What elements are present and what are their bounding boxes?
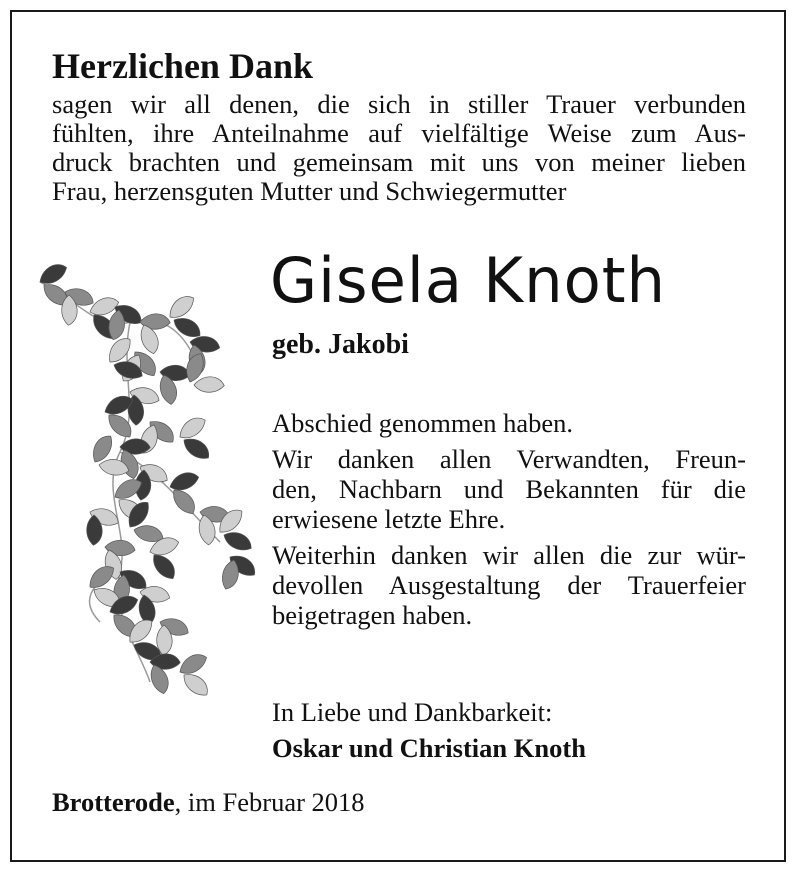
place-name: Brotterode xyxy=(52,787,175,817)
paragraph-farewell xyxy=(272,408,746,438)
maiden-name: geb. Jakobi xyxy=(272,329,409,360)
paragraph-thanks-ceremony xyxy=(272,540,746,630)
heading: Herzlichen Dank xyxy=(52,46,313,86)
ivy-leaf-icon xyxy=(176,651,210,676)
text-line: erwiesene letzte Ehre. xyxy=(272,504,506,534)
place-date xyxy=(52,786,365,818)
intro-line: Frau, herzensguten Mutter und Schwiegermutter xyxy=(52,176,567,206)
message-body xyxy=(272,408,746,636)
intro-text xyxy=(52,90,746,206)
text-line: devollen Ausgestaltung der Trauerfeier xyxy=(272,570,746,600)
closing-greeting: In Liebe und Dankbarkeit: xyxy=(272,697,553,727)
intro-line: sagen wir all denen, die sich in stiller Trauer verbunden xyxy=(52,89,746,119)
paragraph-thanks-relatives xyxy=(272,444,746,534)
intro-line: druck brachten und gemeinsam mit uns von meiner lieben xyxy=(52,147,746,177)
text-line: Weiterhin danken wir allen die zur wür- xyxy=(272,540,746,570)
ivy-leaf-icon xyxy=(175,414,209,441)
closing xyxy=(272,696,746,764)
text-line: Wir danken allen Verwandten, Freun- xyxy=(272,444,746,474)
deceased-name: Gisela Knoth xyxy=(270,244,667,317)
text-line: den, Nachbarn und Bekannten für die xyxy=(272,474,746,504)
ivy-vine-icon xyxy=(20,262,260,702)
ivy-leaf-icon xyxy=(164,292,198,321)
intro-line: fühlten, ihre Anteilnahme auf vielfältige Weise zum Aus- xyxy=(52,118,746,148)
text-line: beigetragen haben. xyxy=(272,600,473,630)
date-text: , im Februar 2018 xyxy=(174,787,365,817)
signers: Oskar und Christian Knoth xyxy=(272,733,586,763)
ivy-leaf-icon xyxy=(168,471,200,492)
text-line: Abschied genommen haben. xyxy=(272,408,573,438)
